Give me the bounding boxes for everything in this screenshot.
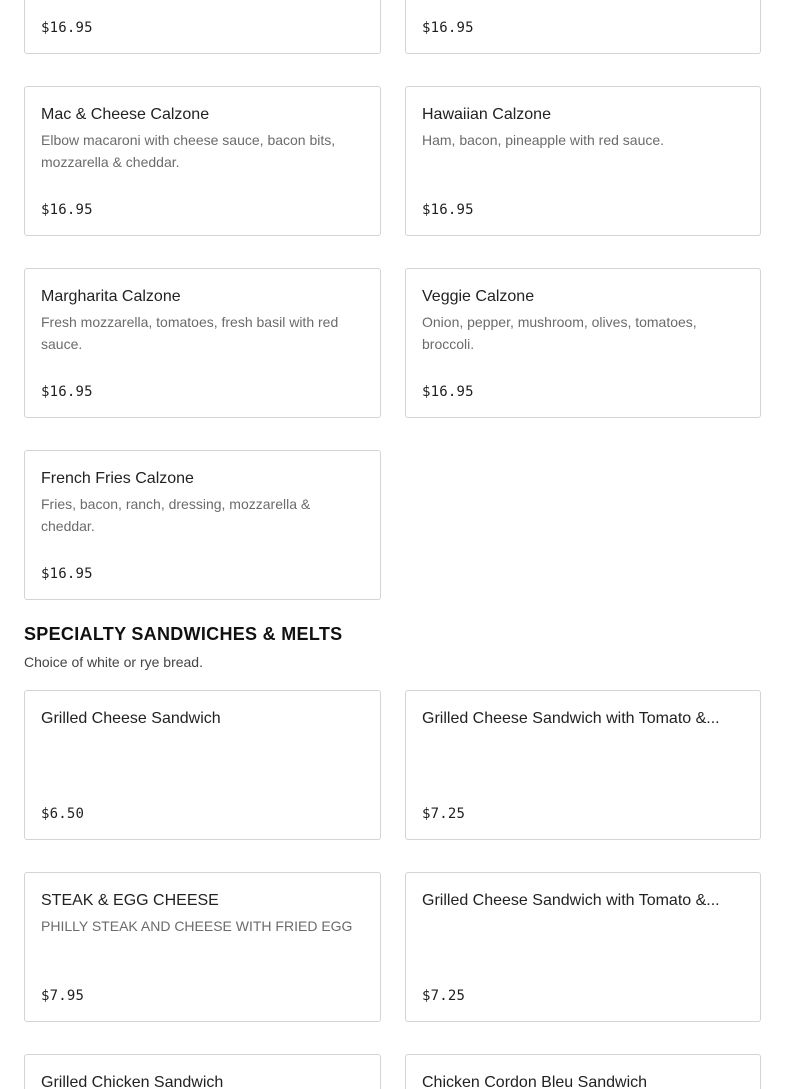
item-price: $16.95 xyxy=(422,20,474,36)
menu-item-card[interactable] xyxy=(24,450,381,600)
menu-item-card[interactable] xyxy=(24,872,381,1022)
item-description: PHILLY STEAK AND CHEESE WITH FRIED EGG xyxy=(41,918,353,934)
menu-item-card[interactable] xyxy=(405,86,761,236)
item-name: Grilled Cheese Sandwich with Tomato &... xyxy=(422,710,720,727)
sandwich-grid xyxy=(24,690,761,1089)
item-name: Veggie Calzone xyxy=(422,288,535,305)
item-description: Elbow macaroni with cheese sauce, bacon bits, mozzarella & cheddar. xyxy=(41,132,336,170)
menu-item-card[interactable] xyxy=(24,86,381,236)
item-name: Margharita Calzone xyxy=(41,288,181,305)
item-price: $6.50 xyxy=(41,806,85,822)
item-price: $16.95 xyxy=(41,384,93,400)
menu-item-card[interactable] xyxy=(405,268,761,418)
menu-item-card[interactable] xyxy=(405,0,761,54)
menu-item-card[interactable] xyxy=(24,1054,381,1089)
item-name: Hawaiian Calzone xyxy=(422,106,551,123)
item-name: Chicken Cordon Bleu Sandwich xyxy=(422,1074,648,1089)
item-name: Grilled Cheese Sandwich xyxy=(41,710,221,727)
menu-item-card[interactable] xyxy=(405,690,761,840)
menu-item-card[interactable] xyxy=(24,268,381,418)
item-price: $16.95 xyxy=(41,20,93,36)
menu-item-card[interactable] xyxy=(24,690,381,840)
item-name: Grilled Chicken Sandwich xyxy=(41,1074,224,1089)
item-description: Onion, pepper, mushroom, olives, tomatoes, broccoli. xyxy=(422,314,697,352)
item-name: STEAK & EGG CHEESE xyxy=(41,892,219,909)
menu-item-card[interactable] xyxy=(405,1054,761,1089)
item-price: $7.25 xyxy=(422,806,466,822)
item-price: $16.95 xyxy=(41,566,93,582)
item-price: $7.95 xyxy=(41,988,85,1004)
item-name: Grilled Cheese Sandwich with Tomato &... xyxy=(422,892,720,909)
section-subtitle: Choice of white or rye bread. xyxy=(24,654,203,670)
item-name: Mac & Cheese Calzone xyxy=(41,106,210,123)
item-name: French Fries Calzone xyxy=(41,470,194,487)
menu-item-card[interactable] xyxy=(24,0,381,54)
menu-item-card[interactable] xyxy=(405,872,761,1022)
section-title: SPECIALTY SANDWICHES & MELTS xyxy=(24,624,343,644)
item-price: $7.25 xyxy=(422,988,466,1004)
item-description: Ham, bacon, pineapple with red sauce. xyxy=(422,132,665,148)
item-price: $16.95 xyxy=(422,202,474,218)
calzone-grid xyxy=(24,0,761,600)
item-price: $16.95 xyxy=(41,202,93,218)
item-description: Fries, bacon, ranch, dressing, mozzarella & cheddar. xyxy=(41,496,311,534)
item-description: Fresh mozzarella, tomatoes, fresh basil with red sauce. xyxy=(41,314,339,352)
item-price: $16.95 xyxy=(422,384,474,400)
